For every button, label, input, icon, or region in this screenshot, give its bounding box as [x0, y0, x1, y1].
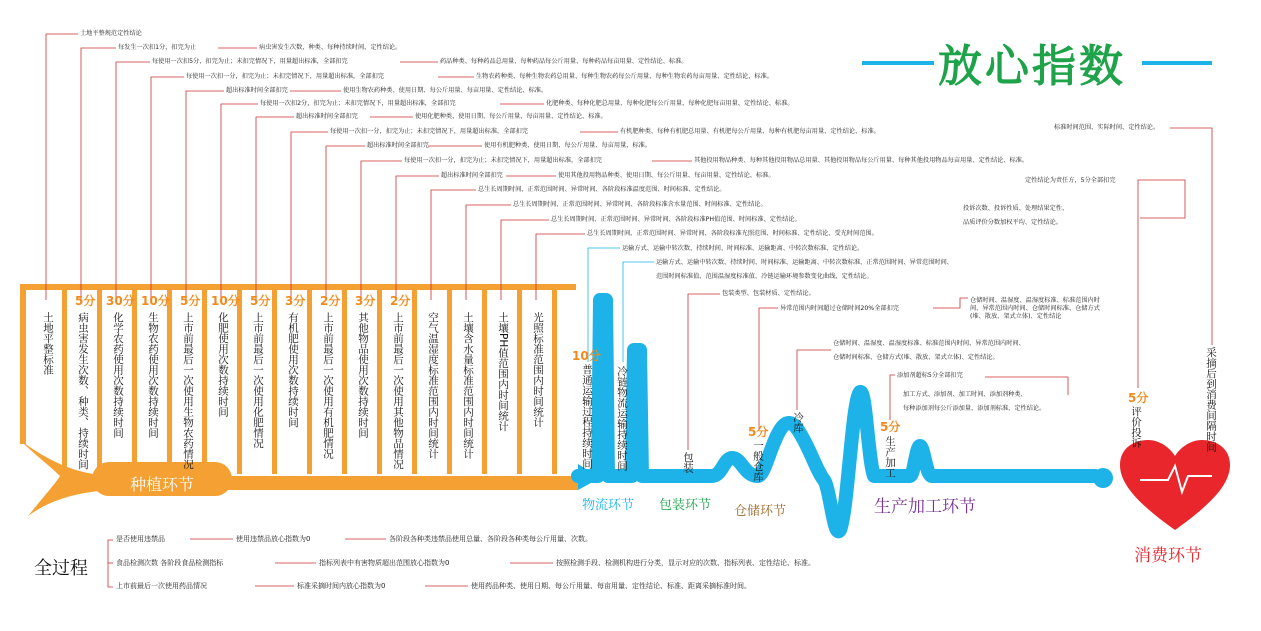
- storage-column-general: 一般仓库: [752, 440, 764, 482]
- planting-leader-line: [46, 34, 78, 300]
- production-stage-label: 生产加工环节: [874, 497, 976, 517]
- consumption-column-interval: 采摘后到消费间隔时间: [1205, 347, 1217, 452]
- planting-score: 5分: [180, 294, 201, 308]
- logistics-note-1: 运输方式、运输中转次数、持续时间、时间标准、运输距离、中转次数标准、定性结论。: [622, 245, 864, 252]
- planting-note: 超出标准时间全部扣完: [226, 87, 288, 94]
- planting-note: 使用生物农药种类、使用日期、每公斤用量、每亩用量、定性结论、标准。: [343, 87, 548, 94]
- process-row1-rule: 使用违禁品放心指数为0: [236, 535, 311, 543]
- logistics-note-3: 范围时间标准值、范围温湿度标准值、冷链运输环境参数变化曲线、定性结论。: [656, 273, 873, 280]
- planting-stage-label: 种植环节: [130, 475, 195, 494]
- consumption-note-4: 品质评价分数加权平均、定性结论。: [963, 219, 1062, 226]
- planting-score: 5分: [75, 294, 96, 308]
- process-row1-item: 是否使用违禁品: [116, 535, 165, 543]
- logistics-column-normal: 普通运输过程持续时间: [581, 364, 593, 469]
- planting-column-label: 病虫害发生次数、种类、持续时间: [77, 312, 89, 470]
- process-bracket: [108, 540, 113, 587]
- planting-note: 药品种类、每种药品总用量、每种药品每公斤用量、每种药品每亩用量、定性结论、标准。: [440, 58, 688, 65]
- storage-note-4: 仓储时间标准、仓储方式(堆、散放、架式立体)、定性结论。: [833, 354, 999, 361]
- production-column: 生产加工: [884, 436, 896, 478]
- logistics-score: 10分: [572, 349, 601, 363]
- planting-column-divider: [517, 284, 522, 474]
- planting-column-label: 其他物品使用次数持续时间: [357, 312, 369, 438]
- planting-leader-line: [186, 91, 224, 300]
- planting-note: 其他投用物品种类、每种其他投用物品总用量、其他投用物品每公斤用量、每种其他投用物品每亩用量、定性结论、标准。: [694, 157, 1029, 164]
- planting-column-label: 土壤含水量标准范围内时间统计: [462, 312, 474, 459]
- storage-note-1: 异常范围内时间超过仓储时间20%全部扣完: [780, 305, 899, 312]
- planting-score: 3分: [285, 294, 306, 308]
- planting-column-divider: [482, 284, 487, 474]
- planting-score: 3分: [355, 294, 376, 308]
- planting-leader-line: [431, 190, 476, 300]
- planting-column-label: 土壤PH值范围内时间统计: [497, 312, 509, 432]
- planting-column-divider: [237, 284, 242, 474]
- planting-left-post: [20, 284, 26, 444]
- planting-column-label: 空气温湿度标准范围内时间统计: [427, 312, 439, 459]
- logistics-note-2: 运输方式、运输中转次数、持续时间、时间标准、运输距离、中转次数标准、正常范围时间、异常范围时间、: [656, 259, 953, 266]
- planting-column-label: 上市前最后一次使用有机肥情况: [322, 312, 334, 459]
- planting-leader-line: [396, 176, 439, 300]
- planting-score: 2分: [320, 294, 341, 308]
- planting-note: 使用化肥种类、使用日期、每公斤用量、每亩用量、定性结论、标准。: [415, 113, 607, 120]
- storage-score: 5分: [748, 425, 769, 439]
- planting-column-divider: [307, 284, 312, 474]
- packaging-note: 包装类型、包装材质、定性结论。: [722, 290, 815, 297]
- planting-note: 总生长周期时间、正常范围时间、异常时间、各阶段标准温度范围、时间标准、定性结论。: [478, 186, 726, 193]
- consumption-score: 5分: [1128, 391, 1149, 405]
- process-label: 全过程: [34, 558, 88, 579]
- planting-column-label: 生物农药使用次数持续时间: [147, 312, 159, 438]
- process-row3-rule: 标准采摘时间内放心指数为0: [297, 582, 386, 590]
- consumption-note-1: 标准时间范围、实际时间、定性结论。: [1054, 124, 1160, 131]
- planting-note: 超出标准时间全部扣完: [367, 142, 429, 149]
- planting-column-divider: [447, 284, 452, 474]
- planting-note: 每使用一次扣5分，扣完为止；未扣完情况下，用量超出标准，全部扣完: [152, 58, 348, 65]
- planting-note: 病虫害发生次数，种类、每种持续时间，定性结论。: [259, 44, 402, 51]
- production-note-1: 添加剂超标5分全部扣完: [897, 372, 963, 379]
- process-row2-rule: 指标列表中有害物质超出范围放心指数为0: [319, 559, 450, 567]
- planting-score: 5分: [250, 294, 271, 308]
- storage-note-2: 仓储时间、温湿度、温湿度标准、标准范围内时间、异常范围内时间、仓储时间标准、仓储方式(堆、散放、架式立体)、定性结论: [970, 297, 1100, 320]
- storage-cold-leader: [797, 350, 831, 410]
- planting-leader-line: [116, 62, 150, 300]
- planting-note: 土地平整规范定性结论: [80, 30, 142, 37]
- planting-note: 每使用一次扣一分，扣完为止；未扣完情况下，用量超出标准，全部扣完: [404, 157, 602, 164]
- packaging-column: 包装: [682, 452, 694, 473]
- storage-stage-label: 仓储环节: [734, 504, 787, 519]
- planting-column-divider: [62, 284, 67, 474]
- heart-icon: [1120, 440, 1230, 530]
- planting-note: 总生长周期时间、正常范围时间、异常时间、各阶段标准PH值范围、时间标准、定性结论。: [551, 216, 801, 223]
- planting-column-divider: [552, 284, 557, 474]
- planting-column-label: 上市前最后一次使用化肥情况: [252, 312, 264, 449]
- planting-note: 化肥种类、每种化肥总用量、每种化肥每公斤用量、每种化肥每亩用量、定性结论、标准。: [546, 100, 794, 107]
- logistics-column-coldchain: 冷链物流运输持续时间: [616, 366, 628, 471]
- planting-score: 2分: [390, 294, 411, 308]
- planting-leader-line: [536, 234, 585, 300]
- production-score: 5分: [880, 420, 901, 434]
- planting-column-label: 化肥使用次数持续时间: [217, 312, 229, 417]
- planting-column-divider: [412, 284, 417, 474]
- planting-score: 10分: [141, 294, 170, 308]
- consumption-stage-label: 消费环节: [1134, 546, 1202, 566]
- planting-score: 10分: [211, 294, 240, 308]
- planting-column-label: 上市前最后一次使用生物农药情况: [182, 312, 194, 470]
- planting-note: 每使用一次扣2分，扣完为止；未扣完情况下，用量超出标准，全部扣完: [260, 100, 456, 107]
- planting-note: 每使用一次扣一分，扣完为止；未扣完情况下，用量超出标准，全部扣完: [330, 128, 528, 135]
- planting-leader-line: [326, 146, 365, 300]
- packaging-leader: [688, 294, 720, 450]
- consumption-column-review: 评价投诉: [1130, 406, 1142, 448]
- planting-leader-line: [256, 117, 294, 300]
- process-row3-item: 上市前最后一次使用药品情况: [116, 582, 207, 590]
- process-row3-detail: 使用药品种类、使用日期、每公斤用量、每亩用量、定性结论、标准、距离采摘标准时间。: [471, 582, 751, 590]
- planting-column-divider: [167, 284, 172, 474]
- heartbeat-line: [578, 300, 1095, 531]
- planting-column-divider: [132, 284, 137, 474]
- storage-column-cold: 冷库: [792, 412, 804, 433]
- planting-column-label: 上市前最后一次使用其他物品情况: [392, 312, 404, 470]
- process-row2-detail: 按照检测手段、检测机构进行分类，显示对应的次数、指标列表、定性结论、标准。: [556, 559, 815, 567]
- storage-leader-line: [759, 308, 778, 430]
- planting-score: 30分: [106, 294, 135, 308]
- production-leader: [890, 375, 895, 420]
- production-note-3: 每种添加剂每公斤添加量、添加剂标准、定性结论。: [903, 405, 1046, 412]
- storage-leader-line-2: [933, 298, 968, 308]
- planting-column-divider: [342, 284, 347, 474]
- consumption-leader: [1138, 180, 1185, 388]
- planting-note: 每使用一次扣一分，扣完为止；未扣完情况下，用量超出标准，全部扣完: [186, 73, 384, 80]
- planting-column-divider: [202, 284, 207, 474]
- planting-note: 使用其他投用物品种类、使用日期、每公斤用量、每亩用量、定性结论、标准。: [558, 172, 775, 179]
- logistics-stage-label: 物流环节: [582, 498, 635, 513]
- storage-note-3: 仓储时间、温湿度、温湿度标准、标准范围内时间、异常范围内时间、: [833, 340, 1025, 347]
- consumption-leader-2: [1170, 128, 1212, 345]
- planting-column-divider: [272, 284, 277, 474]
- planting-note: 每发生一次扣1分，扣完为止: [118, 44, 197, 51]
- planting-note: 总生长周期时间、正常范围时间、异常时间、各阶段标准含水量范围、时间标准、定性结论。: [513, 201, 767, 208]
- consumption-note-2: 定性结论为责任方，5分全部扣完: [1025, 177, 1116, 184]
- planting-note: 总生长周期时间、正常范围时间、异常时间、各阶段标准光照范围、时间标准、定性结论、受光时间范围。: [587, 230, 878, 237]
- consumption-note-3: 投诉次数、投诉性质、处理结果定性、: [963, 205, 1069, 212]
- planting-column-divider: [97, 284, 102, 474]
- planting-note: 使用有机肥种类、使用日期、每公斤用量、每亩用量、标准。: [484, 142, 652, 149]
- planting-column-label: 有机肥使用次数持续时间: [287, 312, 299, 428]
- page-title: 放心指数: [938, 41, 1126, 92]
- planting-note: 超出标准时间全部扣完: [441, 172, 503, 179]
- process-row1-detail: 各阶段各种类违禁品使用总量、各阶段各种类每公斤用量、次数。: [389, 535, 592, 543]
- process-row2-item: 食品检测次数 各阶段食品检测指标: [116, 559, 224, 567]
- planting-column-divider: [377, 284, 382, 474]
- planting-column-label: 化学农药使用次数持续时间: [112, 312, 124, 438]
- planting-note: 超出标准时间全部扣完: [296, 113, 358, 120]
- planting-note: 生物农药种类、每种生物农药总用量、每种生物农药每公斤用量、每种生物农药每亩用量、定性结论、标准。: [476, 73, 773, 80]
- planting-top-bar: [20, 284, 576, 290]
- packaging-stage-label: 包装环节: [659, 498, 712, 513]
- planting-column-label: 土地平整标准: [42, 312, 54, 375]
- planting-leader-line: [151, 77, 184, 300]
- planting-column-label: 光照标准范围内时间统计: [532, 312, 544, 428]
- planting-leader-line: [221, 104, 258, 300]
- planting-leader-line: [81, 48, 116, 300]
- production-note-2: 加工方式、添加剂、加工时间、添加剂种类、: [903, 391, 1027, 398]
- heartbeat-end-dot: [1093, 468, 1113, 488]
- planting-leader-line: [291, 132, 328, 300]
- planting-note: 有机肥种类、每种有机肥总用量、有机肥每公斤用量、每种有机肥每亩用量、定性结论、标准。: [620, 128, 880, 135]
